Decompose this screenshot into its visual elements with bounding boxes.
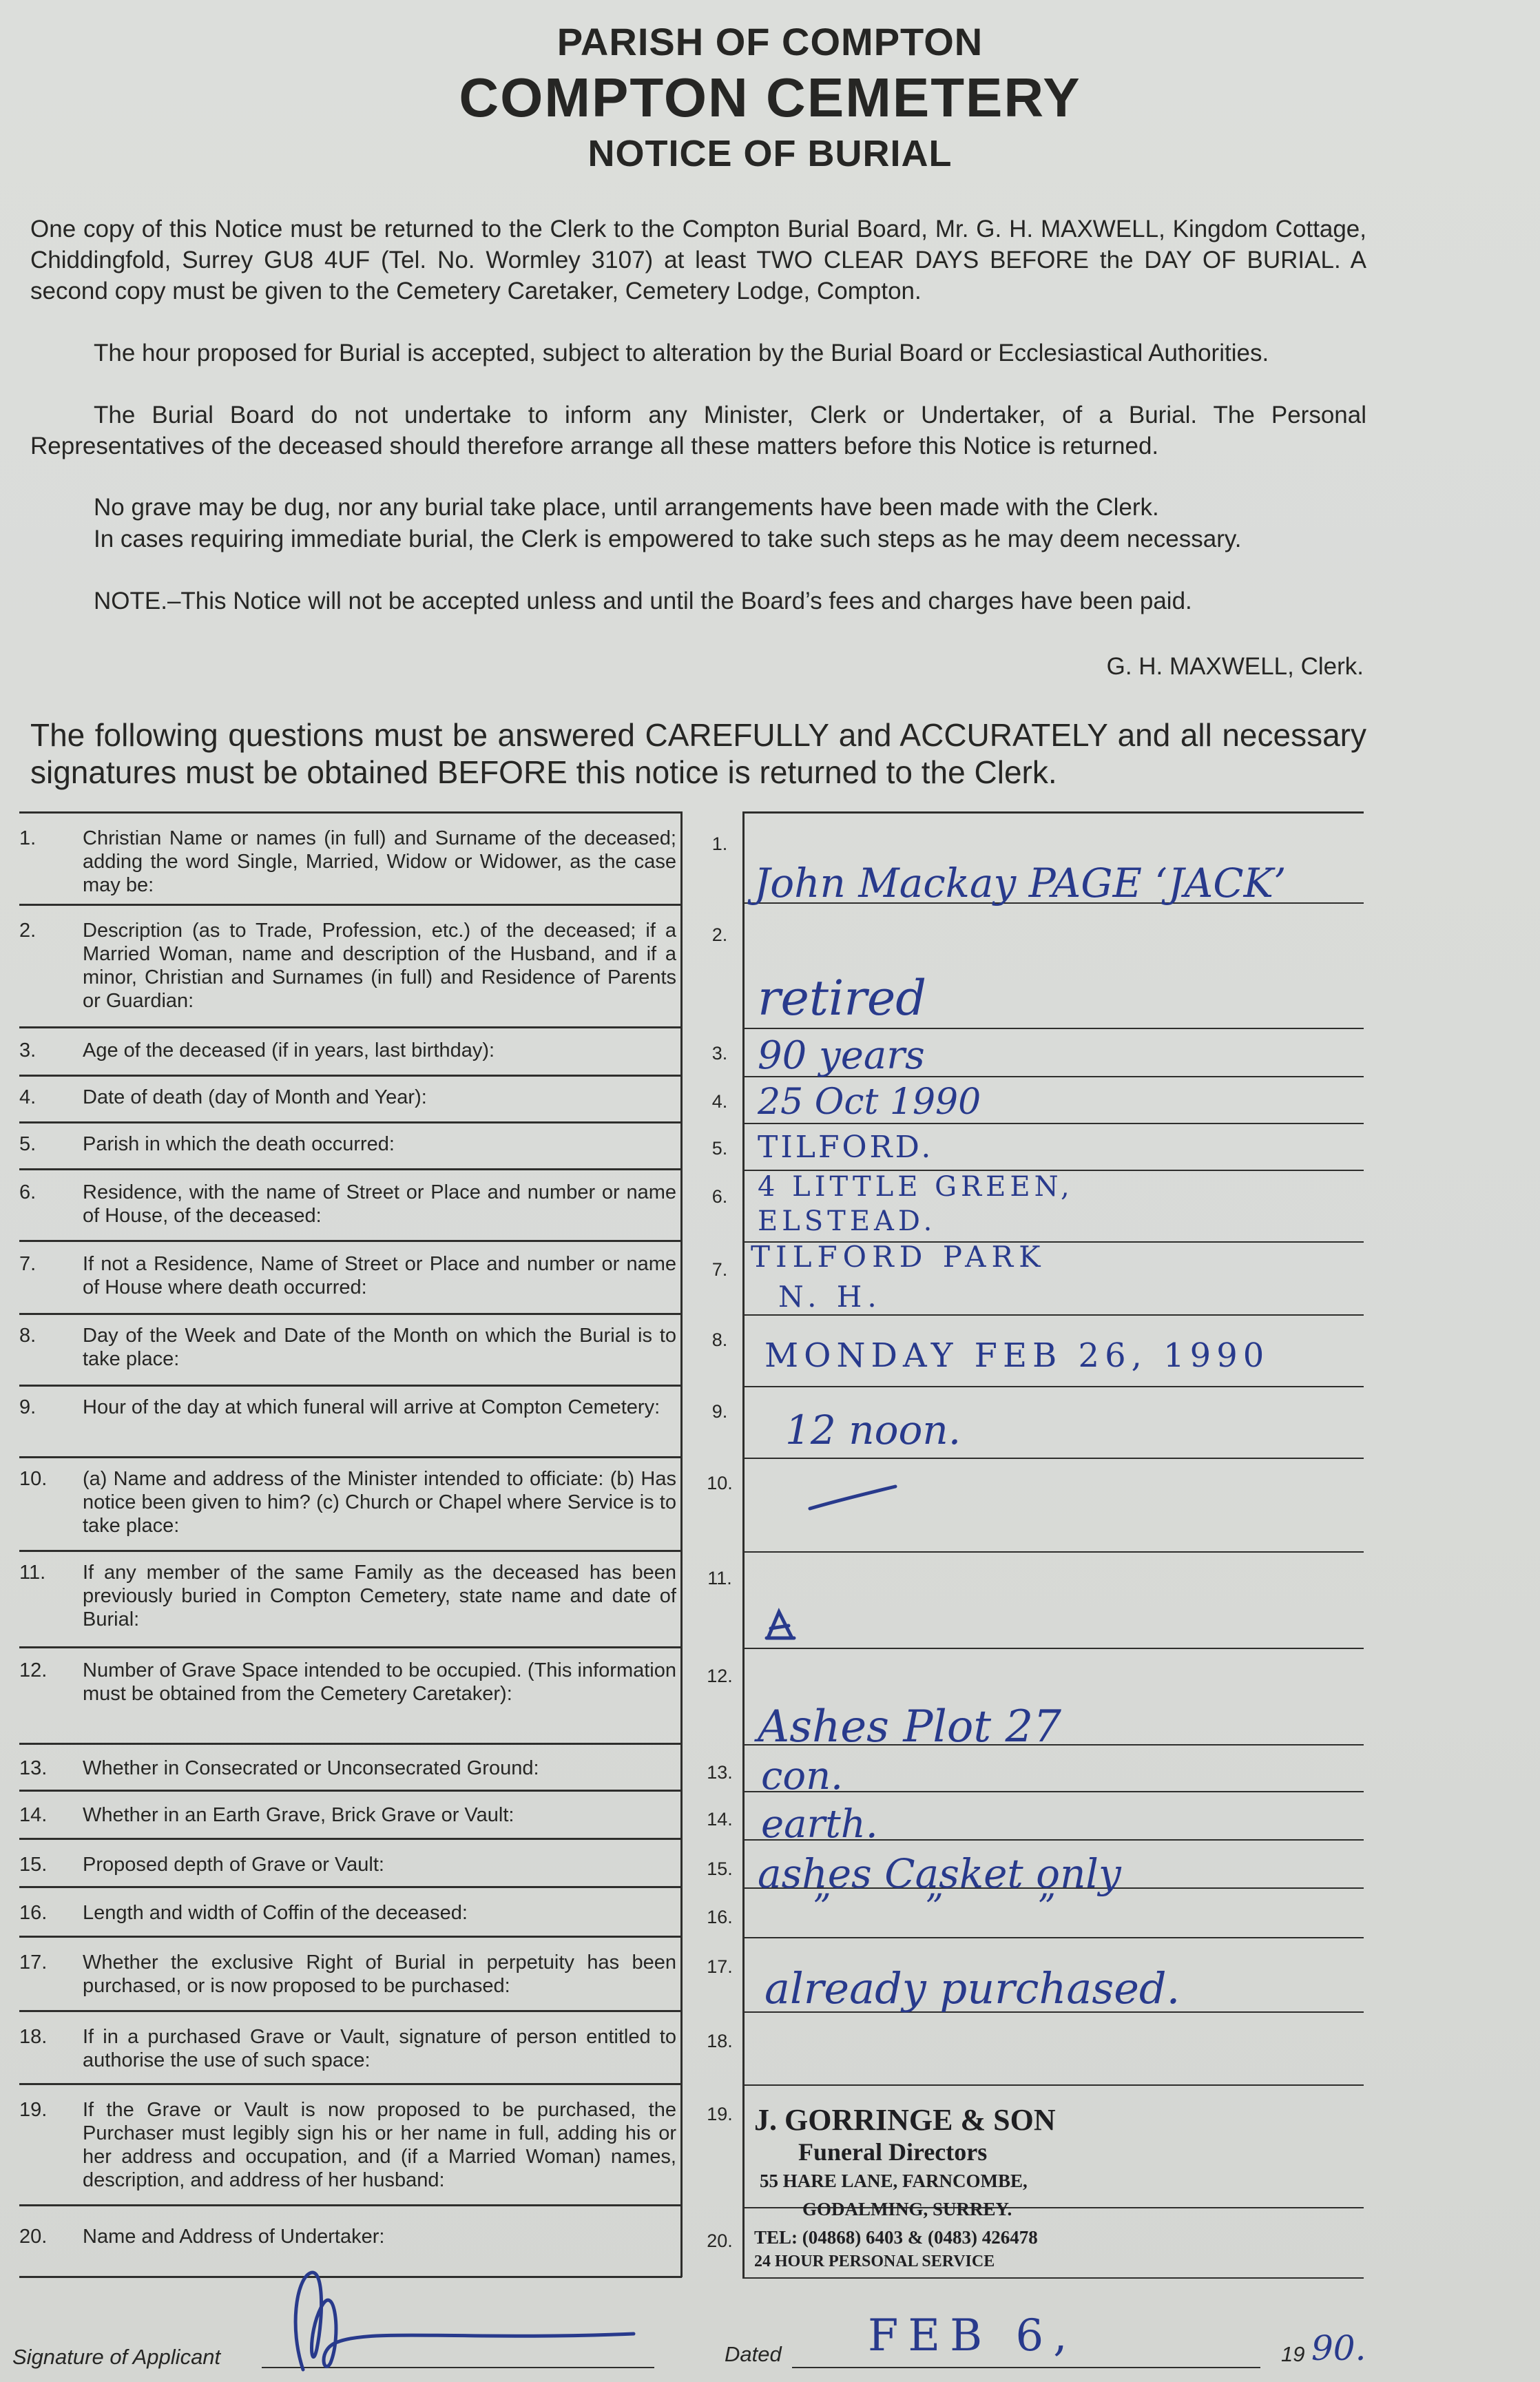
row-rule xyxy=(19,2083,682,2085)
question-text: Parish in which the death occurred: xyxy=(83,1133,395,1155)
answer-right-of-burial: already purchased. xyxy=(764,1963,1180,2013)
answer-minister-dash xyxy=(806,1481,902,1522)
answer-ground: con. xyxy=(761,1754,843,1799)
answer-number: 5. xyxy=(711,1138,728,1159)
answer-number: 20. xyxy=(707,2230,733,2251)
question-number: 4. xyxy=(19,1086,37,1108)
answer-rule xyxy=(742,1314,1364,1316)
answer-coffin-size: ” ” ” xyxy=(813,1887,1097,1929)
question-text: Number of Grave Space intended to be occupied. (This information must be obtained from the Cemetery Caretaker): xyxy=(83,1659,676,1705)
answer-rule xyxy=(742,1123,1364,1124)
question-text: Proposed depth of Grave or Vault: xyxy=(83,1854,384,1876)
answer-funeral-hour: 12 noon. xyxy=(785,1407,961,1453)
intro-paragraph-3 xyxy=(30,400,1366,462)
cemetery-title: COMPTON CEMETERY xyxy=(459,67,1081,128)
answer-family-mark xyxy=(761,1605,802,1646)
answer-number: 14. xyxy=(707,1809,733,1830)
row-rule xyxy=(19,1385,682,1387)
row-rule xyxy=(19,2010,682,2012)
answer-rule xyxy=(742,2277,1364,2279)
answer-rule xyxy=(742,1028,1364,1029)
question-text: Date of death (day of Month and Year): xyxy=(83,1086,427,1108)
answer-number: 4. xyxy=(711,1091,728,1112)
intro-paragraph-5 xyxy=(30,524,1366,555)
question-number: 3. xyxy=(19,1039,37,1061)
answer-number: 9. xyxy=(711,1401,728,1422)
table-top-left-rule xyxy=(19,811,682,814)
stamp-address-line2: GODALMING, SURREY. xyxy=(802,2199,1012,2219)
applicant-signature xyxy=(275,2252,661,2380)
question-number: 9. xyxy=(19,1396,37,1418)
answer-rule xyxy=(742,2084,1364,2086)
question-text: Whether in Consecrated or Unconsecrated Ground: xyxy=(83,1757,539,1779)
stamp-telephone: TEL: (04868) 6403 & (0483) 426478 xyxy=(754,2227,1038,2248)
question-number: 14. xyxy=(19,1804,48,1826)
question-text: Whether in an Earth Grave, Brick Grave or Vault: xyxy=(83,1804,514,1826)
intro-paragraph-2-text: The hour proposed for Burial is accepted, subject to alteration by the Burial Board or Ecclesiastical Authorities. xyxy=(94,340,1269,366)
answer-parish: TILFORD. xyxy=(758,1130,934,1165)
right-column-border xyxy=(742,811,745,2277)
intro-paragraph-3-text: The Burial Board do not undertake to inform any Minister, Clerk or Undertaker, of a Burial. The Personal Representatives of the deceased should therefore arrange all these matters before this Notice is returned. xyxy=(30,402,1366,459)
row-rule xyxy=(19,1121,682,1123)
answer-rule xyxy=(742,1458,1364,1459)
row-rule xyxy=(19,2204,682,2206)
question-number: 8. xyxy=(19,1325,37,1347)
question-text: If the Grave or Vault is now proposed to be purchased, the Purchaser must legibly sign his or her name in full, adding his or her address and occupation, and (if a Married Woman) names, description, and address of her husband: xyxy=(83,2099,676,2191)
question-text: If in a purchased Grave or Vault, signature of person entitled to authorise the use of such space: xyxy=(83,2026,676,2071)
row-rule xyxy=(19,1646,682,1648)
question-number: 10. xyxy=(19,1468,48,1490)
answer-number: 2. xyxy=(711,924,728,945)
intro-paragraph-4 xyxy=(30,492,1366,523)
question-number: 12. xyxy=(19,1659,48,1681)
dated-rule xyxy=(792,2367,1260,2368)
question-number: 16. xyxy=(19,1902,48,1924)
row-rule xyxy=(19,904,682,906)
question-number: 19. xyxy=(19,2099,48,2121)
question-text: Name and Address of Undertaker: xyxy=(83,2226,385,2248)
answer-number: 18. xyxy=(707,2031,733,2051)
question-number: 18. xyxy=(19,2026,48,2048)
question-text: Whether the exclusive Right of Burial in perpetuity has been purchased, or is now proposed to be purchased: xyxy=(83,1951,676,1997)
question-text: If any member of the same Family as the deceased has been previously buried in Compton Cemetery, state name and date of Burial: xyxy=(83,1562,676,1630)
question-text: Length and width of Coffin of the deceased: xyxy=(83,1902,468,1924)
answer-rule xyxy=(742,1386,1364,1387)
question-number: 1. xyxy=(19,827,37,849)
parish-title: PARISH OF COMPTON xyxy=(556,20,984,63)
answer-rule xyxy=(742,1648,1364,1649)
notice-title: NOTICE OF BURIAL xyxy=(587,133,953,174)
answer-place-of-death-line1: TILFORD PARK xyxy=(751,1240,1046,1274)
year-prefix: 19 xyxy=(1281,2342,1305,2366)
row-rule xyxy=(19,1790,682,1792)
row-rule xyxy=(19,1240,682,1242)
answer-number: 16. xyxy=(707,1907,733,1927)
stamp-service: 24 HOUR PERSONAL SERVICE xyxy=(754,2252,995,2270)
intro-paragraph-6 xyxy=(30,586,1366,617)
row-rule xyxy=(19,1313,682,1315)
table-top-right-rule xyxy=(742,811,1364,814)
clerk-signature-line: G. H. MAXWELL, Clerk. xyxy=(1106,653,1364,680)
question-text: Description (as to Trade, Profession, etc.) of the deceased; if a Married Woman, name and description of the Husband, and if a minor, Christian and Surnames (in full) and Residence of Parents or Guardian: xyxy=(83,920,676,1012)
instruction-text: The following questions must be answered CAREFULLY and ACCURATELY and all necessary signatures must be obtained BEFORE this notice is returned to the Clerk. xyxy=(30,717,1366,790)
answer-number: 10. xyxy=(707,1473,733,1493)
row-rule xyxy=(19,1886,682,1888)
left-column-border xyxy=(680,811,683,2277)
dated-label: Dated xyxy=(725,2342,782,2366)
intro-paragraph-5-text: In cases requiring immediate burial, the Clerk is empowered to take such steps as he may deem necessary. xyxy=(94,526,1242,552)
year-value: 90. xyxy=(1311,2328,1366,2368)
signature-label: Signature of Applicant xyxy=(12,2345,221,2369)
answer-rule xyxy=(742,1551,1364,1553)
answer-number: 3. xyxy=(711,1043,728,1064)
question-number: 6. xyxy=(19,1181,37,1203)
answer-date-of-death: 25 Oct 1990 xyxy=(758,1081,981,1123)
intro-paragraph-1: One copy of this Notice must be returned to the Clerk to the Compton Burial Board, Mr. G. H. MAXWELL, Kingdom Cottage, Chiddingfold, Surrey GU8 4UF (Tel. No. Wormley 3107) at least TWO CLEAR DAYS BEFORE the DAY OF BURIAL. A second copy must be given to the Cemetery Caretaker, Cemetery Lodge, Compton. xyxy=(30,216,1366,304)
answer-number: 17. xyxy=(707,1956,733,1977)
answer-depth: ashes Casket only xyxy=(758,1850,1121,1897)
answer-number: 7. xyxy=(711,1259,728,1280)
answer-burial-date: MONDAY FEB 26, 1990 xyxy=(764,1336,1270,1375)
question-number: 7. xyxy=(19,1253,37,1275)
answer-age: 90 years xyxy=(758,1033,925,1078)
answer-place-of-death-line2: N. H. xyxy=(778,1280,882,1314)
undertaker-stamp xyxy=(754,2102,1099,2271)
question-number: 17. xyxy=(19,1951,48,1974)
answer-description: retired xyxy=(758,970,927,1026)
row-rule xyxy=(19,1168,682,1170)
question-number: 11. xyxy=(19,1562,46,1584)
question-text: (a) Name and address of the Minister intended to officiate: (b) Has notice been given to him? (c) Church or Chapel where Service is to take place: xyxy=(83,1468,676,1537)
answer-number: 12. xyxy=(707,1666,733,1686)
intro-paragraph-4-text: No grave may be dug, nor any burial take place, until arrangements have been made with the Clerk. xyxy=(94,494,1159,521)
stamp-name: J. GORRINGE & SON xyxy=(754,2103,1056,2137)
answer-number: 11. xyxy=(707,1568,732,1588)
stamp-address-line1: 55 HARE LANE, FARNCOMBE, xyxy=(760,2171,1028,2191)
answer-grave-type: earth. xyxy=(761,1802,878,1847)
answer-number: 8. xyxy=(711,1329,728,1350)
row-rule xyxy=(19,1936,682,1938)
question-text: Christian Name or names (in full) and Surname of the deceased; adding the word Single, Married, Widow or Widower, as the case may be: xyxy=(83,827,676,896)
row-rule xyxy=(19,1550,682,1552)
question-number: 15. xyxy=(19,1854,48,1876)
dated-value: FEB 6, xyxy=(868,2310,1077,2361)
answer-rule xyxy=(742,1937,1364,1938)
answer-number: 1. xyxy=(711,833,728,854)
question-number: 2. xyxy=(19,920,37,942)
row-rule xyxy=(19,1838,682,1840)
answer-number: 6. xyxy=(711,1186,728,1207)
answer-residence-line2: ELSTEAD. xyxy=(758,1205,937,1237)
question-number: 20. xyxy=(19,2226,48,2248)
intro-paragraph-2 xyxy=(30,338,1366,369)
answer-grave-space: Ashes Plot 27 xyxy=(758,1701,1061,1752)
question-text: If not a Residence, Name of Street or Place and number or name of House where death occurred: xyxy=(83,1253,676,1298)
row-rule xyxy=(19,1456,682,1458)
question-text: Day of the Week and Date of the Month on which the Burial is to take place: xyxy=(83,1325,676,1370)
question-text: Residence, with the name of Street or Place and number or name of House, of the deceased: xyxy=(83,1181,676,1227)
answer-number: 15. xyxy=(707,1858,733,1879)
question-text: Hour of the day at which funeral will arrive at Compton Cemetery: xyxy=(83,1396,660,1418)
question-number: 13. xyxy=(19,1757,48,1779)
question-number: 5. xyxy=(19,1133,37,1155)
row-rule xyxy=(19,1075,682,1077)
answer-number: 13. xyxy=(707,1762,733,1783)
answer-residence-line1: 4 LITTLE GREEN, xyxy=(758,1171,1074,1203)
answer-number: 19. xyxy=(707,2104,733,2124)
question-text: Age of the deceased (if in years, last birthday): xyxy=(83,1039,495,1061)
row-rule xyxy=(19,1026,682,1028)
answer-deceased-name: John Mackay PAGE ‘JACK’ xyxy=(754,860,1287,907)
stamp-title: Funeral Directors xyxy=(798,2138,988,2166)
intro-paragraph-6-text: NOTE.–This Notice will not be accepted unless and until the Board’s fees and charges have been paid. xyxy=(94,588,1192,614)
row-rule xyxy=(19,1743,682,1745)
